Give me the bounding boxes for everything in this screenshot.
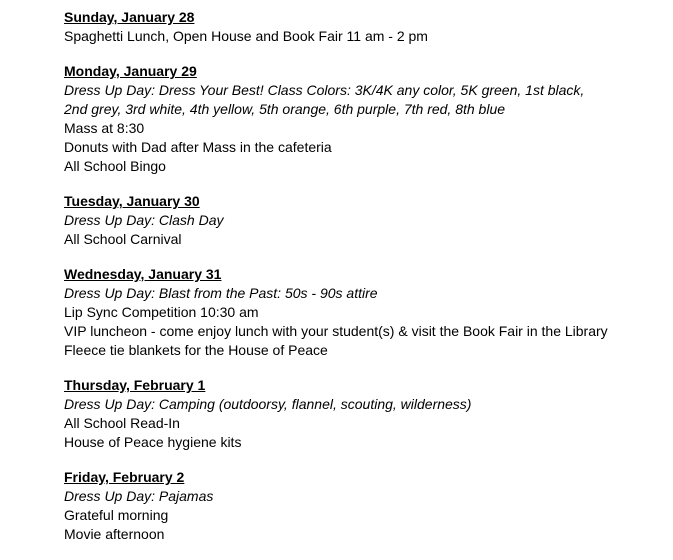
day-heading: Monday, January 29 xyxy=(64,63,197,79)
day-section-tuesday xyxy=(64,192,664,249)
day-section-sunday xyxy=(64,8,664,46)
day-heading: Thursday, February 1 xyxy=(64,377,206,393)
schedule-document xyxy=(64,8,664,560)
day-heading: Wednesday, January 31 xyxy=(64,266,222,282)
event-line: Lip Sync Competition 10:30 am xyxy=(64,304,259,320)
dress-up-line: Dress Up Day: Pajamas xyxy=(64,488,214,504)
day-section-thursday xyxy=(64,376,664,452)
day-section-wednesday xyxy=(64,265,664,360)
day-heading: Sunday, January 28 xyxy=(64,9,195,25)
event-line: Donuts with Dad after Mass in the cafeteria xyxy=(64,139,332,155)
dress-up-line: Dress Up Day: Camping (outdoorsy, flannel, scouting, wilderness) xyxy=(64,396,472,412)
day-heading: Tuesday, January 30 xyxy=(64,193,200,209)
dress-up-line: Dress Up Day: Blast from the Past: 50s - 90s attire xyxy=(64,285,378,301)
event-line: Movie afternoon xyxy=(64,526,165,542)
day-heading: Friday, February 2 xyxy=(64,469,185,485)
dress-up-line: Dress Up Day: Clash Day xyxy=(64,212,224,228)
day-section-friday xyxy=(64,468,664,544)
event-line: All School Bingo xyxy=(64,158,166,174)
event-line: Grateful morning xyxy=(64,507,169,523)
day-section-monday xyxy=(64,62,664,176)
event-line: Fleece tie blankets for the House of Peace xyxy=(64,342,328,358)
event-line: All School Carnival xyxy=(64,231,182,247)
event-line: All School Read-In xyxy=(64,415,180,431)
event-line: Spaghetti Lunch, Open House and Book Fair 11 am - 2 pm xyxy=(64,28,428,44)
dress-up-line: Dress Up Day: Dress Your Best! Class Colors: 3K/4K any color, 5K green, 1st black, 2nd grey, 3rd white, 4th yellow, 5th orange, 6th purple, 7th red, 8th blue xyxy=(64,82,585,117)
event-line: House of Peace hygiene kits xyxy=(64,434,242,450)
event-line: Mass at 8:30 xyxy=(64,120,145,136)
event-line: VIP luncheon - come enjoy lunch with your student(s) & visit the Book Fair in the Library xyxy=(64,323,608,339)
